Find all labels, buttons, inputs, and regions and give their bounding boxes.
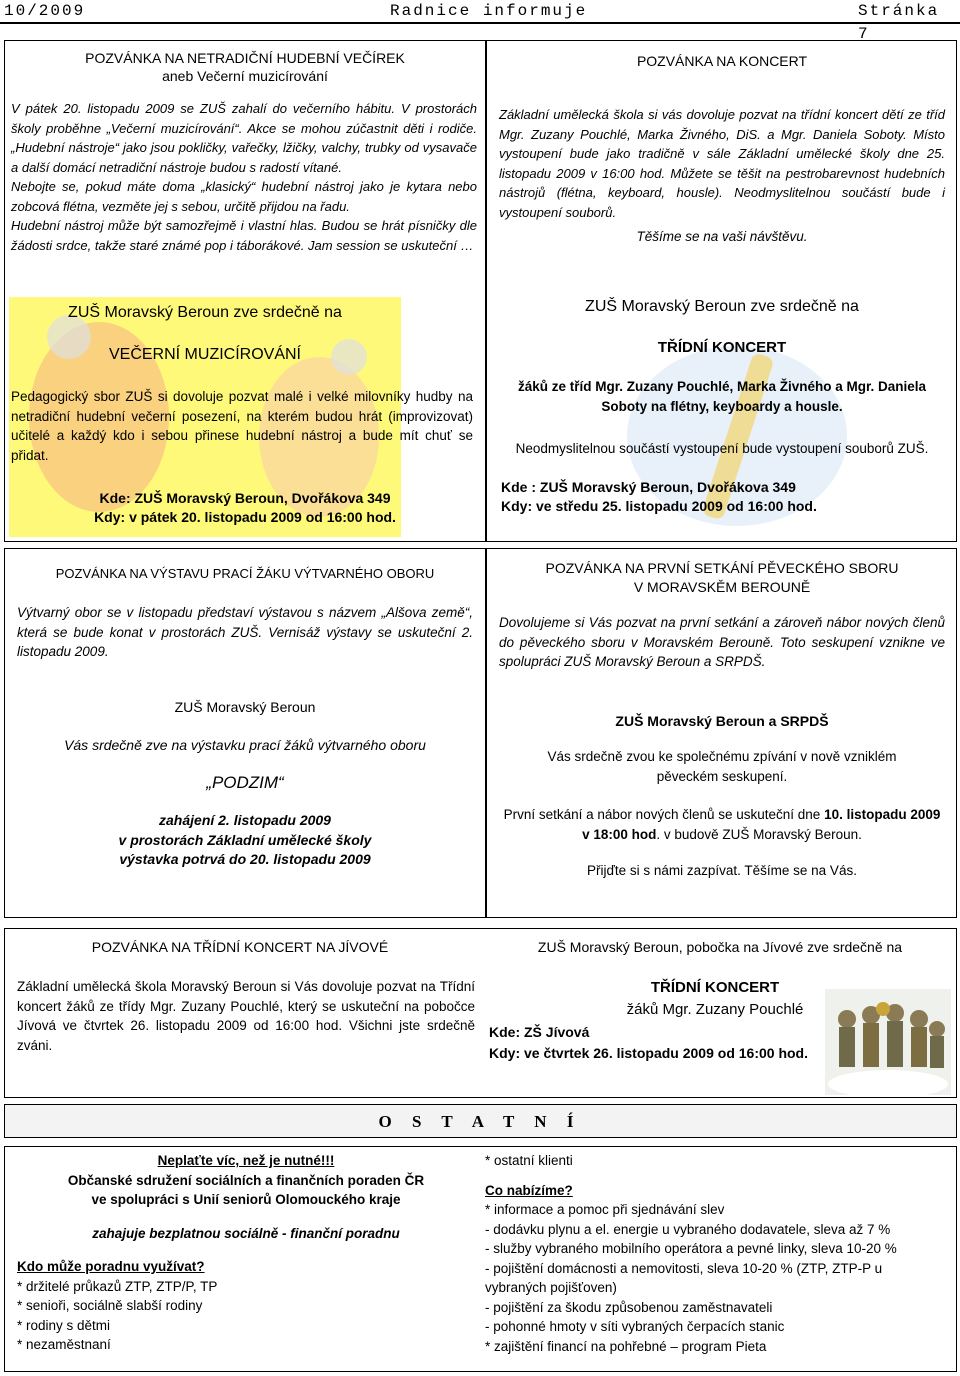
- evening-music-when: Kdy: v pátek 20. listopadu 2009 od 16:00 hod.: [94, 509, 396, 525]
- evening-music-box: [4, 40, 486, 542]
- advisory-association: Občanské sdružení sociálních a finančních poraden ČR: [67, 1172, 425, 1188]
- choir-paragraph: Dovolujeme si Vás pozvat na první setkání a zároveň nábor nových členů do pěveckého sboru v Moravském Berouně. Toto seskupení vzniknе ve spolupráci ZUŠ Moravský Beroun a SRPDŠ.: [499, 615, 945, 669]
- exhibition-paragraph: Výtvarný obor se v listopadu představí výstavou s názvem „Alšova země“, která se bude konat v prostorách ZUŠ. Vernisáž výstavy se uskuteční 2. listopadu 2009.: [17, 605, 473, 659]
- ostatni-banner: [4, 1104, 957, 1138]
- exhibition-invite: Vás srdečně zve na výstavku prací žáků výtvarného oboru: [64, 737, 426, 753]
- evening-music-paragraph-3: Hudební nástroj může být samozřejmě i vlastní hlas. Budou se hrát písničky dle žádosti srdce, takže staré známé pop i táborákové. Jam session se uskuteční …: [11, 218, 477, 253]
- concert-closing: Těšíme se na vaši návštěvu.: [636, 229, 808, 244]
- advisory-offer-item: - pojištění domácnosti a nemovitosti, sleva 10-20 % (ZTP, ZTP-P u vybraných pojišťoven): [485, 1260, 883, 1295]
- jivova-flyer-intro: ZUŠ Moravský Beroun, pobočka na Jívové zve srdečně na: [537, 939, 903, 955]
- issue-number: 10/2009: [4, 2, 86, 20]
- choir-organizer: ZUŠ Moravský Beroun a SRPDŠ: [615, 713, 829, 729]
- evening-music-paragraph-2: Nebojte se, pokud máte doma „klasický“ hudební nástroj jako je kytara nebo zobcová flétna, vezměte jej s sebou, určitě přijdou na řadu.: [11, 179, 477, 214]
- advisory-offer-item: * informace a pomoc při sjednávání slev: [485, 1202, 725, 1217]
- advisory-offer-item: - dodávku plynu a el. energie u vybraného dodavatele, sleva až 7 %: [485, 1221, 891, 1237]
- evening-music-where: Kde: ZUŠ Moravský Beroun, Dvořákova 349: [99, 490, 391, 506]
- advisory-offer-item: * zajištění financí na pohřebné – program Pieta: [485, 1338, 767, 1354]
- advisory-left-column: [17, 1151, 475, 1355]
- advisory-offer-item: - pojištění za škodu způsobenou zaměstnavateli: [485, 1299, 773, 1315]
- page-number: Stránka 7: [858, 2, 940, 44]
- advisory-question-what: Co nabízíme?: [485, 1182, 573, 1198]
- concert-paragraph: Základní umělecká škola si vás dovoluje pozvat na třídní koncert dětí ze tříd Mgr. Zuzany Pouchlé, Marka Živného, DiS. a Mgr. Daniela Soboty. Místo vystoupení bude jako tradičně v sále Základní umělecké školy dne 25. listopadu 2009 v 16:00 hod. Můžete se těšit na pestrobarevnost hudebních nástrojů (flétna, keyboard, housle). Neodmyslitelnou součástí bude i vystoupení souborů.: [499, 107, 945, 220]
- exhibition-heading: POZVÁNKA NA VÝSTAVU PRACÍ ŽÁKU VÝTVARNÉHO OBORU: [55, 566, 435, 581]
- exhibition-opening: zahájení 2. listopadu 2009: [159, 812, 331, 828]
- advisory-box: [4, 1146, 957, 1372]
- choir-meeting-text-a: První setkání a nábor nových členů se uskuteční dne: [503, 807, 825, 822]
- concert-box: [486, 40, 957, 542]
- advisory-question-who: Kdo může poradnu využívat?: [17, 1259, 205, 1274]
- choir-invite: Vás srdečně zvou ke společnému zpívání v nově vzniklém pěveckém seskupení.: [547, 749, 897, 784]
- flyer-description: Pedagogický sbor ZUŠ si dovoluje pozvat malé i velké milovníky hudby na netradiční hudební večerní posezení, na kterém budou hrát (improvizovat) učitelé a každý kdo i sebou přinese hudební nástroj a bude mít chuť se přidat.: [11, 389, 473, 463]
- jivova-heading: POZVÁNKA NA TŘÍDNÍ KONCERT NA JÍVOVÉ: [91, 939, 389, 955]
- advisory-slogan: Neplaťte víc, než je nutné!!!: [157, 1153, 335, 1168]
- advisory-launch: zahajuje bezplatnou sociálně - finanční poradnu: [92, 1225, 400, 1241]
- concert-flyer-note: Neodmyslitelnou součástí vystoupení bude vystoupení souborů ZUŠ.: [515, 441, 929, 456]
- choir-meeting-text-c: . v budově ZUŠ Moravský Beroun.: [656, 826, 862, 842]
- exhibition-title: „PODZIM“: [206, 773, 284, 792]
- ostatni-title: O S T A T N Í: [378, 1112, 582, 1131]
- advisory-right-column: [485, 1151, 947, 1356]
- concert-heading: POZVÁNKA NA KONCERT: [636, 53, 808, 69]
- choir-children-illustration: [825, 989, 951, 1095]
- jivova-flyer-sub: žáků Mgr. Zuzany Pouchlé: [626, 1001, 804, 1018]
- exhibition-venue: v prostorách Základní umělecké školy: [118, 831, 372, 848]
- advisory-partner: ve spolupráci s Unií seniorů Olomouckého kraje: [91, 1192, 401, 1207]
- exhibition-box: [4, 548, 486, 918]
- exhibition-duration: výstavka potrvá do 20. listopadu 2009: [119, 851, 371, 867]
- concert-flyer-text: žáků ze tříd Mgr. Zuzany Pouchlé, Marka Živného a Mgr. Daniela Soboty na flétny, keyboardy a housle.: [517, 379, 927, 414]
- evening-music-paragraph-1: V pátek 20. listopadu 2009 se ZUŠ zahalí do večerního hábitu. V prostorách školy proběhne „Večerní muzicírování“. Akce se mohou zúčastnit děti i rodiče. „Hudební nástroje“ jako jsou pokličky, vařečky, lžičky, valchy, trubky od vysavače a další domácí netradiční nástroje budou s radostí vítané.: [11, 101, 477, 175]
- evening-music-heading: POZVÁNKA NA NETRADIČNÍ HUDEBNÍ VEČÍREK: [85, 50, 405, 66]
- advisory-who-item: * ostatní klienti: [485, 1153, 573, 1168]
- advisory-who-item: * rodiny s dětmi: [17, 1317, 111, 1333]
- concert-flyer-title: TŘÍDNÍ KONCERT: [657, 339, 787, 356]
- exhibition-organizer: ZUŠ Moravský Beroun: [174, 699, 316, 715]
- advisory-offer-item: - služby vybraného mobilního operátora a pevné linky, sleva 10-20 %: [485, 1241, 897, 1256]
- jivova-concert-box: [4, 928, 957, 1098]
- concert-flyer-intro: ZUŠ Moravský Beroun zve srdečně na: [585, 298, 859, 315]
- advisory-who-item: * držitelé průkazů ZTP, ZTP/P, TP: [17, 1278, 218, 1294]
- header-divider: [0, 22, 960, 24]
- choir-meeting: [503, 805, 941, 844]
- newsletter-title: Radnice informuje: [390, 2, 588, 20]
- concert-when: Kdy: ve středu 25. listopadu 2009 od 16:00 hod.: [501, 498, 817, 514]
- advisory-who-item: * nezaměstnaní: [17, 1337, 111, 1352]
- jivova-paragraph: Základní umělecká škola Moravský Beroun si Vás dovoluje pozvat na Třídní koncert žáků ze třídy Mgr. Zuzany Pouchlé, který se uskuteční na pobočce Jívová ve čtvrtek 26. listopadu 2009 od 16:00 hod. Všichni jste srdečně zváni.: [17, 979, 475, 1053]
- choir-meeting-date: 10. listopadu 2009 v 18:00 hod: [582, 807, 941, 842]
- jivova-when: Kdy: ve čtvrtek 26. listopadu 2009 od 16:00 hod.: [489, 1045, 808, 1061]
- jivova-flyer-title: TŘÍDNÍ KONCERT: [650, 979, 780, 996]
- choir-heading: POZVÁNKA NA PRVNÍ SETKÁNÍ PĚVECKÉHO SBORU: [545, 560, 899, 576]
- choir-closing: Přijďte si s námi zazpívat. Těšíme se na Vás.: [587, 863, 857, 878]
- advisory-who-item: * senioři, sociálně slabší rodiny: [17, 1298, 203, 1313]
- advisory-offer-item: - pohonné hmoty v síti vybraných čerpacích stanic: [485, 1319, 785, 1334]
- page-header: [0, 0, 960, 44]
- choir-subheading: V MORAVSKĚM BEROUNĚ: [633, 579, 811, 595]
- flyer-title: VEČERNÍ MUZICÍROVÁNÍ: [108, 346, 301, 363]
- choir-box: [486, 548, 957, 918]
- concert-where: Kde : ZUŠ Moravský Beroun, Dvořákova 349: [501, 479, 796, 495]
- jivova-where: Kde: ZŠ Jívová: [489, 1024, 590, 1040]
- flyer-intro: ZUŠ Moravský Beroun zve srdečně na: [68, 304, 342, 321]
- evening-music-subheading: aneb Večerní muzicírování: [162, 68, 328, 84]
